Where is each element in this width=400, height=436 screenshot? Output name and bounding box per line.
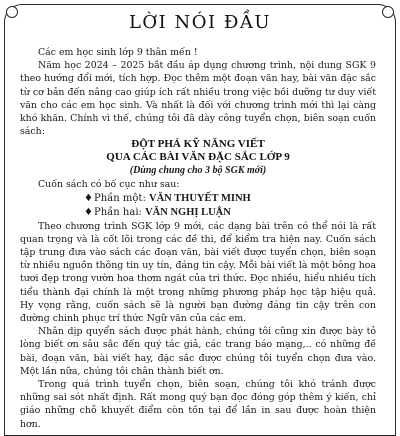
book-title-line-1: ĐỘT PHÁ KỸ NĂNG VIẾT xyxy=(131,138,265,151)
closing-paragraph: Trong quá trình tuyển chọn, biên soạn, chúng tôi khó tránh được những sai sót nhất định. Rất mong quý bạn đọc đóng góp thêm ý kiến, chỉ giáo những chỗ khuyết điểm còn tồn tại để lần in sau được hoàn thiện hơn. xyxy=(20,379,376,430)
book-subtitle: (Dùng chung cho 3 bộ SGK mới) xyxy=(129,165,267,177)
page-title: LỜI NÓI ĐẦU xyxy=(128,12,272,33)
intro-paragraph: Năm học 2024 – 2025 bắt đầu áp dụng chương trình, nội dung SGK 9 theo hướng đổi mới, tích hợp. Đọc thêm một đoạn văn hay, bài văn đặc sắc từ cơ bản đến nâng cao giúp ích rất nhiều trong việc bồi dưỡng tư duy viết văn cho các em học sinh. Và nhất là đối với chương trình mới thì lại càng khó khăn. Chính vì thế, chúng tôi đã dày công tuyển chọn, biên soạn cuốn sách: xyxy=(20,60,376,138)
document-body xyxy=(20,46,376,431)
part-name: VĂN THUYẾT MINH xyxy=(149,192,251,204)
gratitude-paragraph: Nhân dịp quyển sách được phát hành, chúng tôi cũng xin được bày tỏ lòng biết ơn sâu sắc đến quý tác giả, các trang báo mạng,.. có những đề bài, đoạn văn, bài viết hay, đặc sắc được chúng tôi tuyển chọn đưa vào. Một lần nữa, chúng tôi chân thành biết ơn. xyxy=(20,326,376,377)
part-label: Phần một: xyxy=(94,192,149,204)
book-title-line-2: QUA CÁC BÀI VĂN ĐẶC SẮC LỚP 9 xyxy=(106,151,290,164)
list-item xyxy=(84,206,376,220)
greeting-paragraph: Các em học sinh lớp 9 thân mến ! xyxy=(38,47,198,58)
content-paragraph: Theo chương trình SGK lớp 9 mới, các dạng bài trên có thể nói là rất quan trọng và là cốt lõi trong các đề thi, để kiểm tra hiện nay. Cuốn sách tập trung đưa vào sách các đoạn văn, bài viết được tuyển chọn, biên soạn từ nhiều nguồn thông tin uy tín, đáng tin cậy. Mỗi bài viết là một bông hoa tươi đẹp trong vườn hoa thơm ngát của tri thức. Đọc nhiều, hiểu nhiều tích tiểu thành đại chính là một trong những phương pháp học tập hiệu quả. Hy vọng rằng, cuốn sách sẽ là người bạn đường đáng tin cậy trên con đường chinh phục trí thức Ngữ văn của các em. xyxy=(20,220,376,325)
diamond-bullet-icon: ♦ xyxy=(84,206,93,218)
parts-list xyxy=(20,192,376,220)
part-name: VĂN NGHỊ LUẬN xyxy=(145,206,231,218)
list-item xyxy=(84,192,376,206)
structure-paragraph: Cuốn sách có bố cục như sau: xyxy=(38,179,180,191)
part-label: Phần hai: xyxy=(94,206,146,218)
diamond-bullet-icon: ♦ xyxy=(84,192,93,204)
